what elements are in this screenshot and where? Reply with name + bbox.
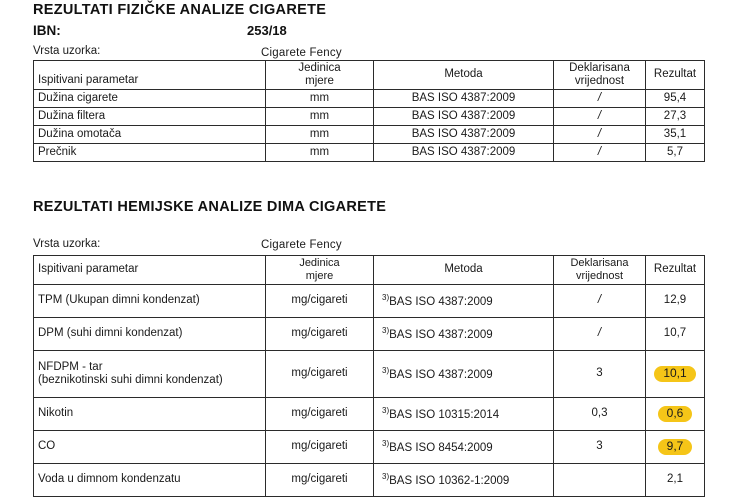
method-text: BAS ISO 10362-1:2009 <box>389 474 510 487</box>
row-method <box>374 464 554 497</box>
table-row <box>34 144 705 162</box>
row-method: BAS ISO 4387:2009 <box>374 90 554 108</box>
row-decl: / <box>554 285 646 318</box>
section1-sample-label: Vrsta uzorka: <box>33 45 101 57</box>
row-unit: mm <box>266 90 374 108</box>
method-text: BAS ISO 4387:2009 <box>389 328 493 341</box>
header-unit-line1: Jedinica <box>298 61 341 74</box>
row-result-cell <box>646 398 705 431</box>
header-unit-line1: Jedinica <box>299 257 340 270</box>
ibn-label: IBN: <box>33 23 61 38</box>
header-decl-line2: vrijednost <box>574 75 625 87</box>
row-param: Dužina omotača <box>34 126 266 144</box>
row-result: 27,3 <box>646 108 705 126</box>
row-decl: 0,3 <box>554 398 646 431</box>
row-result: 10,7 <box>646 318 705 351</box>
row-decl <box>554 464 646 497</box>
table-header-row <box>34 61 705 90</box>
table-row <box>34 464 705 497</box>
row-result-highlighted: 0,6 <box>658 406 693 422</box>
table-row <box>34 90 705 108</box>
header-result: Rezultat <box>646 61 705 90</box>
row-result: 2,1 <box>646 464 705 497</box>
row-param: Voda u dimnom kondenzatu <box>34 464 266 497</box>
header-unit <box>266 61 374 90</box>
row-param: CO <box>34 431 266 464</box>
header-method: Metoda <box>374 256 554 285</box>
row-param <box>34 351 266 398</box>
row-method <box>374 285 554 318</box>
row-unit: mg/cigareti <box>266 285 374 318</box>
header-decl <box>554 61 646 90</box>
row-result-cell <box>646 431 705 464</box>
row-unit: mm <box>266 108 374 126</box>
row-param: Prečnik <box>34 144 266 162</box>
header-unit-line2: mjere <box>305 75 334 87</box>
row-result-cell <box>646 351 705 398</box>
table-row <box>34 431 705 464</box>
table-row <box>34 126 705 144</box>
row-param: TPM (Ukupan dimni kondenzat) <box>34 285 266 318</box>
row-unit: mm <box>266 126 374 144</box>
row-result-highlighted: 9,7 <box>658 439 693 455</box>
method-superscript: 3) <box>382 405 390 415</box>
header-decl-line1: Deklarisana <box>569 61 630 74</box>
header-result: Rezultat <box>646 256 705 285</box>
table-header-row <box>34 256 705 285</box>
row-method: BAS ISO 4387:2009 <box>374 108 554 126</box>
method-text: BAS ISO 10315:2014 <box>389 408 500 421</box>
ibn-value: 253/18 <box>247 23 287 38</box>
row-result: 5,7 <box>646 144 705 162</box>
table-row <box>34 285 705 318</box>
row-decl: / <box>554 318 646 351</box>
row-param: Nikotin <box>34 398 266 431</box>
row-decl: 3 <box>554 431 646 464</box>
header-unit <box>266 256 374 285</box>
row-method: BAS ISO 4387:2009 <box>374 144 554 162</box>
row-unit: mg/cigareti <box>266 398 374 431</box>
row-result: 35,1 <box>646 126 705 144</box>
table-row <box>34 108 705 126</box>
row-param-line1: NFDPM - tar <box>38 360 103 373</box>
row-decl: / <box>554 126 646 144</box>
row-param-line2: (beznikotinski suhi dimni kondenzat) <box>38 374 223 386</box>
row-decl: 3 <box>554 351 646 398</box>
row-method <box>374 318 554 351</box>
physical-analysis-table <box>33 60 705 162</box>
header-decl-line1: Deklarisana <box>570 257 629 270</box>
row-result: 12,9 <box>646 285 705 318</box>
section1-sample-value: Cigarete Fency <box>261 47 342 59</box>
row-unit: mg/cigareti <box>266 431 374 464</box>
section1-title: REZULTATI FIZIČKE ANALIZE CIGARETE <box>33 2 327 18</box>
row-param: Dužina cigarete <box>34 90 266 108</box>
header-decl <box>554 256 646 285</box>
row-method <box>374 351 554 398</box>
row-result-highlighted: 10,1 <box>654 366 695 382</box>
method-superscript: 3) <box>382 471 390 481</box>
row-unit: mg/cigareti <box>266 464 374 497</box>
header-param: Ispitivani parametar <box>34 256 266 285</box>
row-param: DPM (suhi dimni kondenzat) <box>34 318 266 351</box>
row-decl: / <box>554 144 646 162</box>
row-param: Dužina filtera <box>34 108 266 126</box>
method-text: BAS ISO 4387:2009 <box>389 368 493 381</box>
section2-sample-value: Cigarete Fency <box>261 239 342 251</box>
row-decl: / <box>554 90 646 108</box>
row-method <box>374 398 554 431</box>
method-text: BAS ISO 8454:2009 <box>389 441 493 454</box>
table-row <box>34 351 705 398</box>
row-unit: mg/cigareti <box>266 351 374 398</box>
table-row <box>34 318 705 351</box>
header-unit-line2: mjere <box>305 270 334 282</box>
row-decl: / <box>554 108 646 126</box>
chemical-analysis-table <box>33 255 705 497</box>
header-param: Ispitivani parametar <box>34 61 266 90</box>
method-superscript: 3) <box>382 325 390 335</box>
header-method: Metoda <box>374 61 554 90</box>
method-text: BAS ISO 4387:2009 <box>389 295 493 308</box>
header-decl-line2: vrijednost <box>575 270 624 282</box>
row-result: 95,4 <box>646 90 705 108</box>
section2-sample-label: Vrsta uzorka: <box>33 238 101 250</box>
method-superscript: 3) <box>382 438 390 448</box>
table-row <box>34 398 705 431</box>
section2-title: REZULTATI HEMIJSKE ANALIZE DIMA CIGARETE <box>33 199 387 215</box>
row-method <box>374 431 554 464</box>
row-unit: mg/cigareti <box>266 318 374 351</box>
row-unit: mm <box>266 144 374 162</box>
row-method: BAS ISO 4387:2009 <box>374 126 554 144</box>
method-superscript: 3) <box>382 365 390 375</box>
method-superscript: 3) <box>382 292 390 302</box>
